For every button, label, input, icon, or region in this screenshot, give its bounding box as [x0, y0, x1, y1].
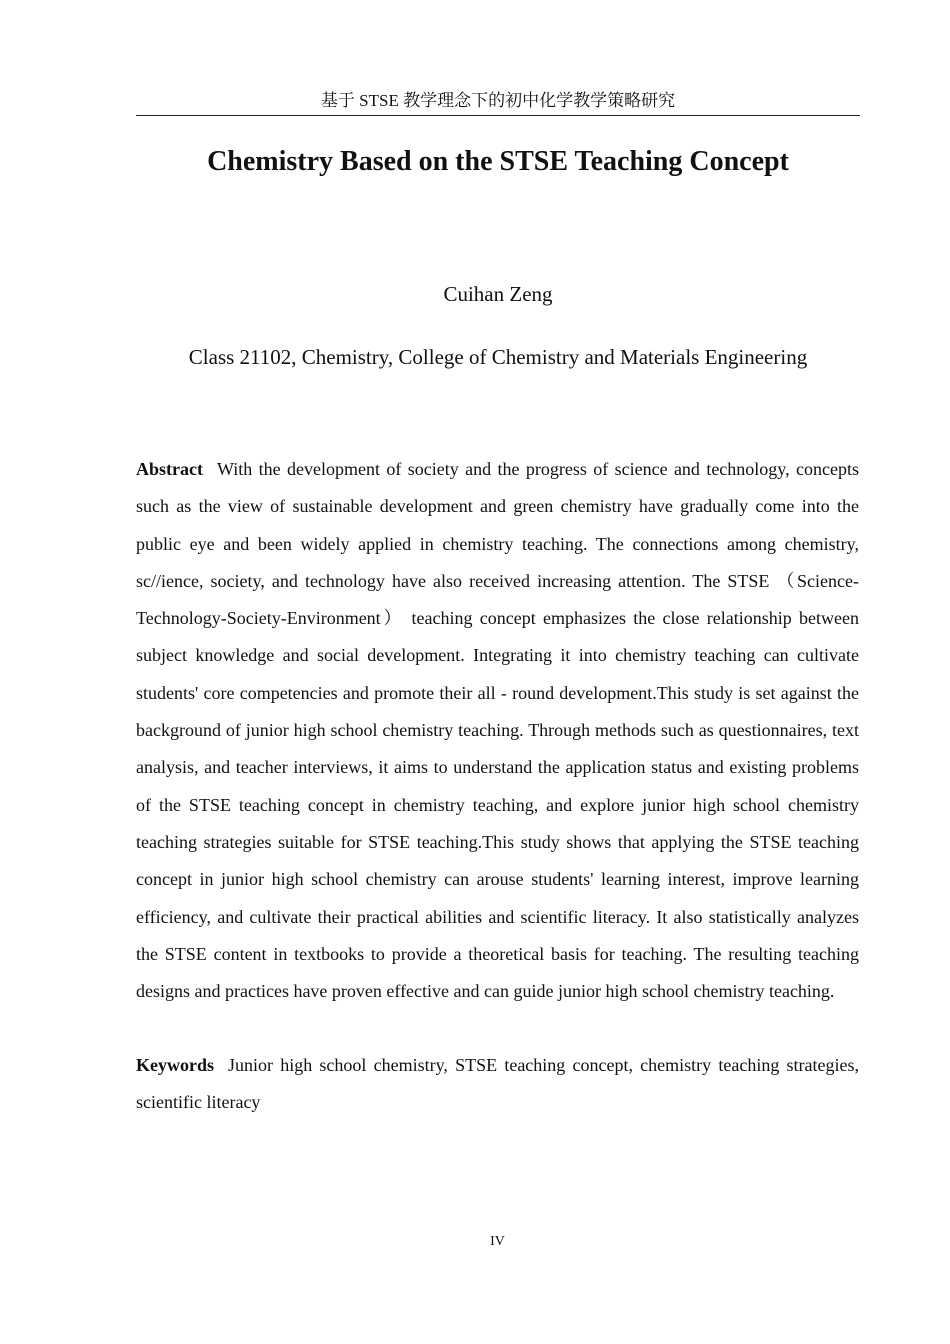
- keywords-text: Junior high school chemistry, STSE teaching concept, chemistry teaching strategies, scientific literacy: [136, 1055, 859, 1113]
- running-header: 基于 STSE 教学理念下的初中化学教学策略研究: [136, 89, 860, 116]
- abstract-label: Abstract: [136, 459, 203, 479]
- paper-title: Chemistry Based on the STSE Teaching Concept: [207, 146, 789, 177]
- page-number: IV: [490, 1234, 505, 1249]
- author-name: Cuihan Zeng: [443, 282, 553, 306]
- abstract-text: With the development of society and the progress of science and technology, concepts such as the view of sustainable development and green chemistry have gradually come into the public eye and been widely applied in chemistry teaching. The connections among chemistry, sc//ience, society, and technology have also received increasing attention. The STSE （Science-Technology-Society-Environment） teaching concept emphasizes the close relationship between subject knowledge and social development. Integrating it into chemistry teaching can cultivate students' core competencies and promote their all - round development.This study is set against the background of junior high school chemistry teaching. Through methods such as questionnaires, text analysis, and teacher interviews, it aims to understand the application status and existing problems of the STSE teaching concept in chemistry teaching, and explore junior high school chemistry teaching strategies suitable for STSE teaching.This study shows that applying the STSE teaching concept in junior high school chemistry can arouse students' learning interest, improve learning efficiency, and cultivate their practical abilities and scientific literacy. It also statistically analyzes the STSE content in textbooks to provide a theoretical basis for teaching. The resulting teaching designs and practices have proven effective and can guide junior high school chemistry teaching.: [136, 459, 859, 1002]
- abstract-paragraph: [136, 451, 859, 1010]
- author-affiliation: Class 21102, Chemistry, College of Chemistry and Materials Engineering: [188, 345, 808, 369]
- keywords-paragraph: [136, 1047, 859, 1122]
- keywords-label: Keywords: [136, 1055, 214, 1075]
